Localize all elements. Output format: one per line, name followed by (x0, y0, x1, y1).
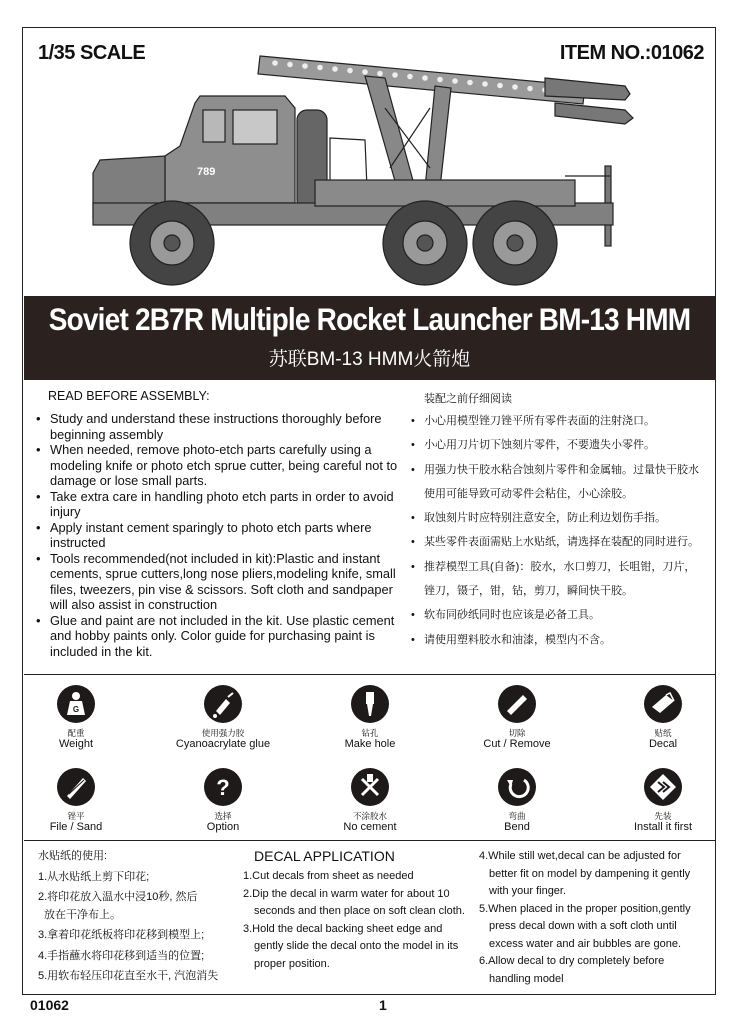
legend-label: Decal (648, 738, 678, 750)
list-item: • 用强力快干胶水粘合蚀刻片零件和金属轴。过量快干胶水 (410, 458, 710, 482)
title-banner (24, 296, 715, 380)
decal-line: gently slide the decal onto the model in its (254, 940, 459, 952)
legend-cut (452, 685, 582, 751)
list-item: • Glue and paint are not included in the kit. Use plastic cement and hobby paints only. Color guide for purchasing paint is included in the kit. (34, 613, 404, 660)
decal-line: 5.用软布轻压印花直至水干, 汽泡消失 (38, 970, 219, 982)
legend-label: No cement (343, 821, 397, 833)
list-item: • When needed, remove photo-etch parts carefully using a modeling knife or photo etch sprue cutter, being careful not to damage or lose small parts. (34, 442, 404, 489)
weight-icon (57, 685, 95, 723)
legend-install-first (598, 768, 728, 834)
legend-label-cn: 选择 (214, 811, 232, 821)
legend-weight (11, 685, 141, 751)
legend-label-cn: 钻孔 (361, 728, 379, 738)
list-item: • 请使用塑料胶水和油漆，模型内不含。 (410, 628, 710, 652)
legend-option (158, 768, 288, 834)
decal-line: 2.将印花放入温水中浸10秒, 然后 (38, 891, 198, 903)
legend-label: File / Sand (49, 821, 103, 833)
legend-no-cement (305, 768, 435, 834)
glue-icon (204, 685, 242, 723)
legend-label: Option (206, 821, 240, 833)
decal-line: 1.从水贴纸上剪下印花; (38, 870, 150, 883)
read-before-list-cn (410, 409, 710, 652)
legend-file (11, 768, 141, 834)
kit-title: Soviet 2B7R Multiple Rocket Launcher BM-13 HMM (48, 302, 691, 337)
decal-line: 4.While still wet,decal can be adjusted for (479, 850, 681, 862)
bend-icon (498, 768, 536, 806)
decal-line: 3.Hold the decal backing sheet edge and (243, 922, 443, 935)
decal-heading-cn: 水贴纸的使用: (38, 850, 108, 862)
no-cement-icon (351, 768, 389, 806)
list-item: • 小心用模型锉刀锉平所有零件表面的注射浇口。 (410, 409, 710, 433)
decal-line: excess water and air bubbles are gone. (489, 937, 682, 950)
svg-text:?: ? (216, 775, 230, 800)
legend-label-cn: 不涂胶水 (352, 811, 387, 821)
legend-label: Install it first (633, 821, 693, 833)
legend-label-cn: 切除 (508, 728, 526, 738)
kit-subtitle-cn: 苏联BM-13 HMM火箭炮 (268, 349, 471, 370)
legend-label-cn: 弯曲 (508, 811, 526, 821)
list-item: • 小心用刀片切下蚀刻片零件，不要遗失小零件。 (410, 433, 710, 457)
vehicle-number: 789 (197, 166, 216, 178)
divider (24, 840, 715, 841)
list-item: • Tools recommended(not included in kit):Plastic and instant cements, sprue cutters,long nose pliers,modeling knife, small files, tweezers, pin vise & scissors. Soft cloth and sandpaper will also assist in construction (34, 551, 404, 613)
decal-heading: DECAL APPLICATION (254, 848, 395, 864)
list-item-continuation: 使用可能导致可动零件会粘住，小心涂胶。 (424, 487, 633, 500)
decal-instructions-en-cont (479, 848, 691, 988)
decal-line: 2.Dip the decal in warm water for about 10 (243, 887, 450, 900)
decal-line: 6.Allow decal to dry completely before (479, 955, 665, 967)
decal-line: 放在干净布上。 (44, 908, 121, 921)
decal-line: 5.When placed in the proper position,gently (479, 902, 691, 915)
file-icon (57, 768, 95, 806)
decal-line: better fit on model by dampening it gently (489, 867, 691, 880)
page-number: 1 (379, 997, 387, 1013)
legend-drill (305, 685, 435, 751)
read-before-heading-cn: 装配之前仔细阅读 (424, 393, 512, 405)
legend-label: Cut / Remove (483, 738, 551, 750)
read-before-list (34, 411, 404, 659)
cut-icon (498, 685, 536, 723)
decal-instructions-cn (38, 848, 218, 986)
legend-label: Weight (58, 738, 94, 750)
decal-line: 4.手指蘸水将印花移到适当的位置; (38, 949, 205, 962)
install-first-icon (644, 768, 682, 806)
legend-label-cn: 使用强力胶 (201, 728, 245, 738)
legend-label: Bend (504, 821, 530, 833)
list-item-continuation: 锉刀，镊子，钳，钻，剪刀，瞬间快干胶。 (424, 585, 633, 598)
decal-instructions-en (243, 868, 465, 973)
divider (24, 674, 715, 675)
decal-line: press decal down with a soft cloth until (489, 920, 677, 932)
list-item: • 取蚀刻片时应特别注意安全，防止利边划伤手指。 (410, 506, 710, 530)
legend-decal (598, 685, 728, 751)
question-icon (204, 768, 242, 806)
decal-line: proper position. (254, 957, 330, 970)
decal-line: with your finger. (489, 885, 567, 897)
legend-glue (158, 685, 288, 751)
list-item: • Study and understand these instructions thoroughly before beginning assembly (34, 411, 404, 442)
decal-line: 1.Cut decals from sheet as needed (243, 870, 414, 882)
decal-line: handling model (489, 972, 564, 985)
drill-icon (351, 685, 389, 723)
item-number: ITEM NO.:01062 (559, 42, 704, 64)
legend-label-cn: 先装 (654, 811, 672, 821)
scale-label: 1/35 SCALE (38, 42, 146, 64)
list-item: • Take extra care in handling photo etch parts in order to avoid injury (34, 489, 404, 520)
footer-item-number: 01062 (30, 997, 69, 1013)
legend-label-cn: 锉平 (67, 811, 85, 821)
weight-glyph: G (72, 705, 80, 714)
legend-bend (452, 768, 582, 834)
decal-line: seconds and then place on soft clean cloth. (254, 905, 465, 917)
truck-illustration (85, 48, 665, 293)
read-before-heading: READ BEFORE ASSEMBLY: (48, 389, 210, 403)
legend-label: Cyanoacrylate glue (175, 738, 271, 750)
list-item: • Apply instant cement sparingly to photo etch parts where instructed (34, 520, 404, 551)
list-item: • 某些零件表面需贴上水贴纸，请选择在装配的同时进行。 (410, 530, 710, 554)
decal-line: 3.拿着印花纸板将印花移到模型上; (38, 929, 205, 941)
legend-label-cn: 贴纸 (654, 728, 672, 738)
list-item: • 软布同砂纸同时也应该是必备工具。 (410, 603, 710, 627)
list-item: • 推荐模型工具(自备)：胶水，水口剪刀，长咀钳，刀片， (410, 555, 710, 579)
decal-icon (644, 685, 682, 723)
legend-label: Make hole (344, 738, 396, 750)
legend-label-cn: 配重 (67, 728, 85, 738)
